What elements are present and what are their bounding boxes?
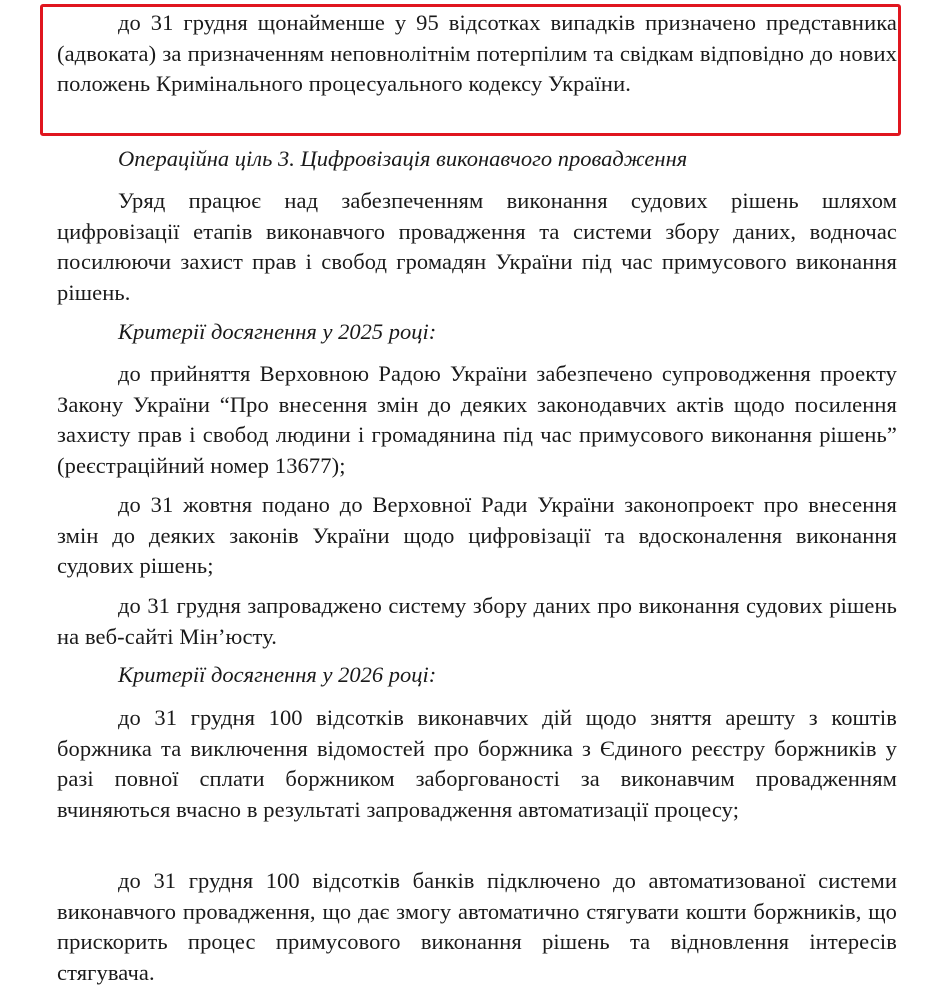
highlighted-paragraph: до 31 грудня щонайменше у 95 відсотках випадків призначено представника (адвоката) за призначенням неповнолітнім потерпілим та свідкам відповідно до нових положень Кримінального процесуального кодексу України. [57,10,897,96]
goal-description: Уряд працює над забезпеченням виконання судових рішень шляхом цифровізації етапів виконавчого провадження та системи збору даних, водночас посилюючи захист прав і свобод громадян України під час примусового виконання рішень. [57,188,897,305]
goal-heading: Операційна ціль 3. Цифровізація виконавчого провадження [118,146,688,171]
criteria-2025-heading: Критерії досягнення у 2025 році: [118,319,437,344]
criteria-2026-heading: Критерії досягнення у 2026 році: [118,662,437,687]
criteria-2026-item-2: до 31 грудня 100 відсотків банків підключено до автоматизованої системи виконавчого провадження, що дає змогу автоматично стягувати кошти боржників, що прискорить процес примусового виконання рішень та відновлення інтересів стягувача. [57,868,897,985]
criteria-2025-item-1: до прийняття Верховною Радою України забезпечено супроводження проекту Закону України “Про внесення змін до деяких законодавчих актів щодо посилення захисту прав і свобод людини і громадянина під час примусового виконання рішень” (реєстраційний номер 13677); [57,361,897,478]
criteria-2025-item-3: до 31 грудня запроваджено систему збору даних про виконання судових рішень на веб-сайті Мін’юсту. [57,593,897,649]
criteria-2026-item-1: до 31 грудня 100 відсотків виконавчих дій щодо зняття арешту з коштів боржника та виключення відомостей про боржника з Єдиного реєстру боржників у разі повної сплати боржником заборгованості за виконавчим провадженням вчиняються вчасно в результаті запровадження автоматизації процесу; [57,705,897,822]
criteria-2025-item-2: до 31 жовтня подано до Верховної Ради України законопроект про внесення змін до деяких законів України щодо цифровізації та вдосконалення виконання судових рішень; [57,492,897,578]
